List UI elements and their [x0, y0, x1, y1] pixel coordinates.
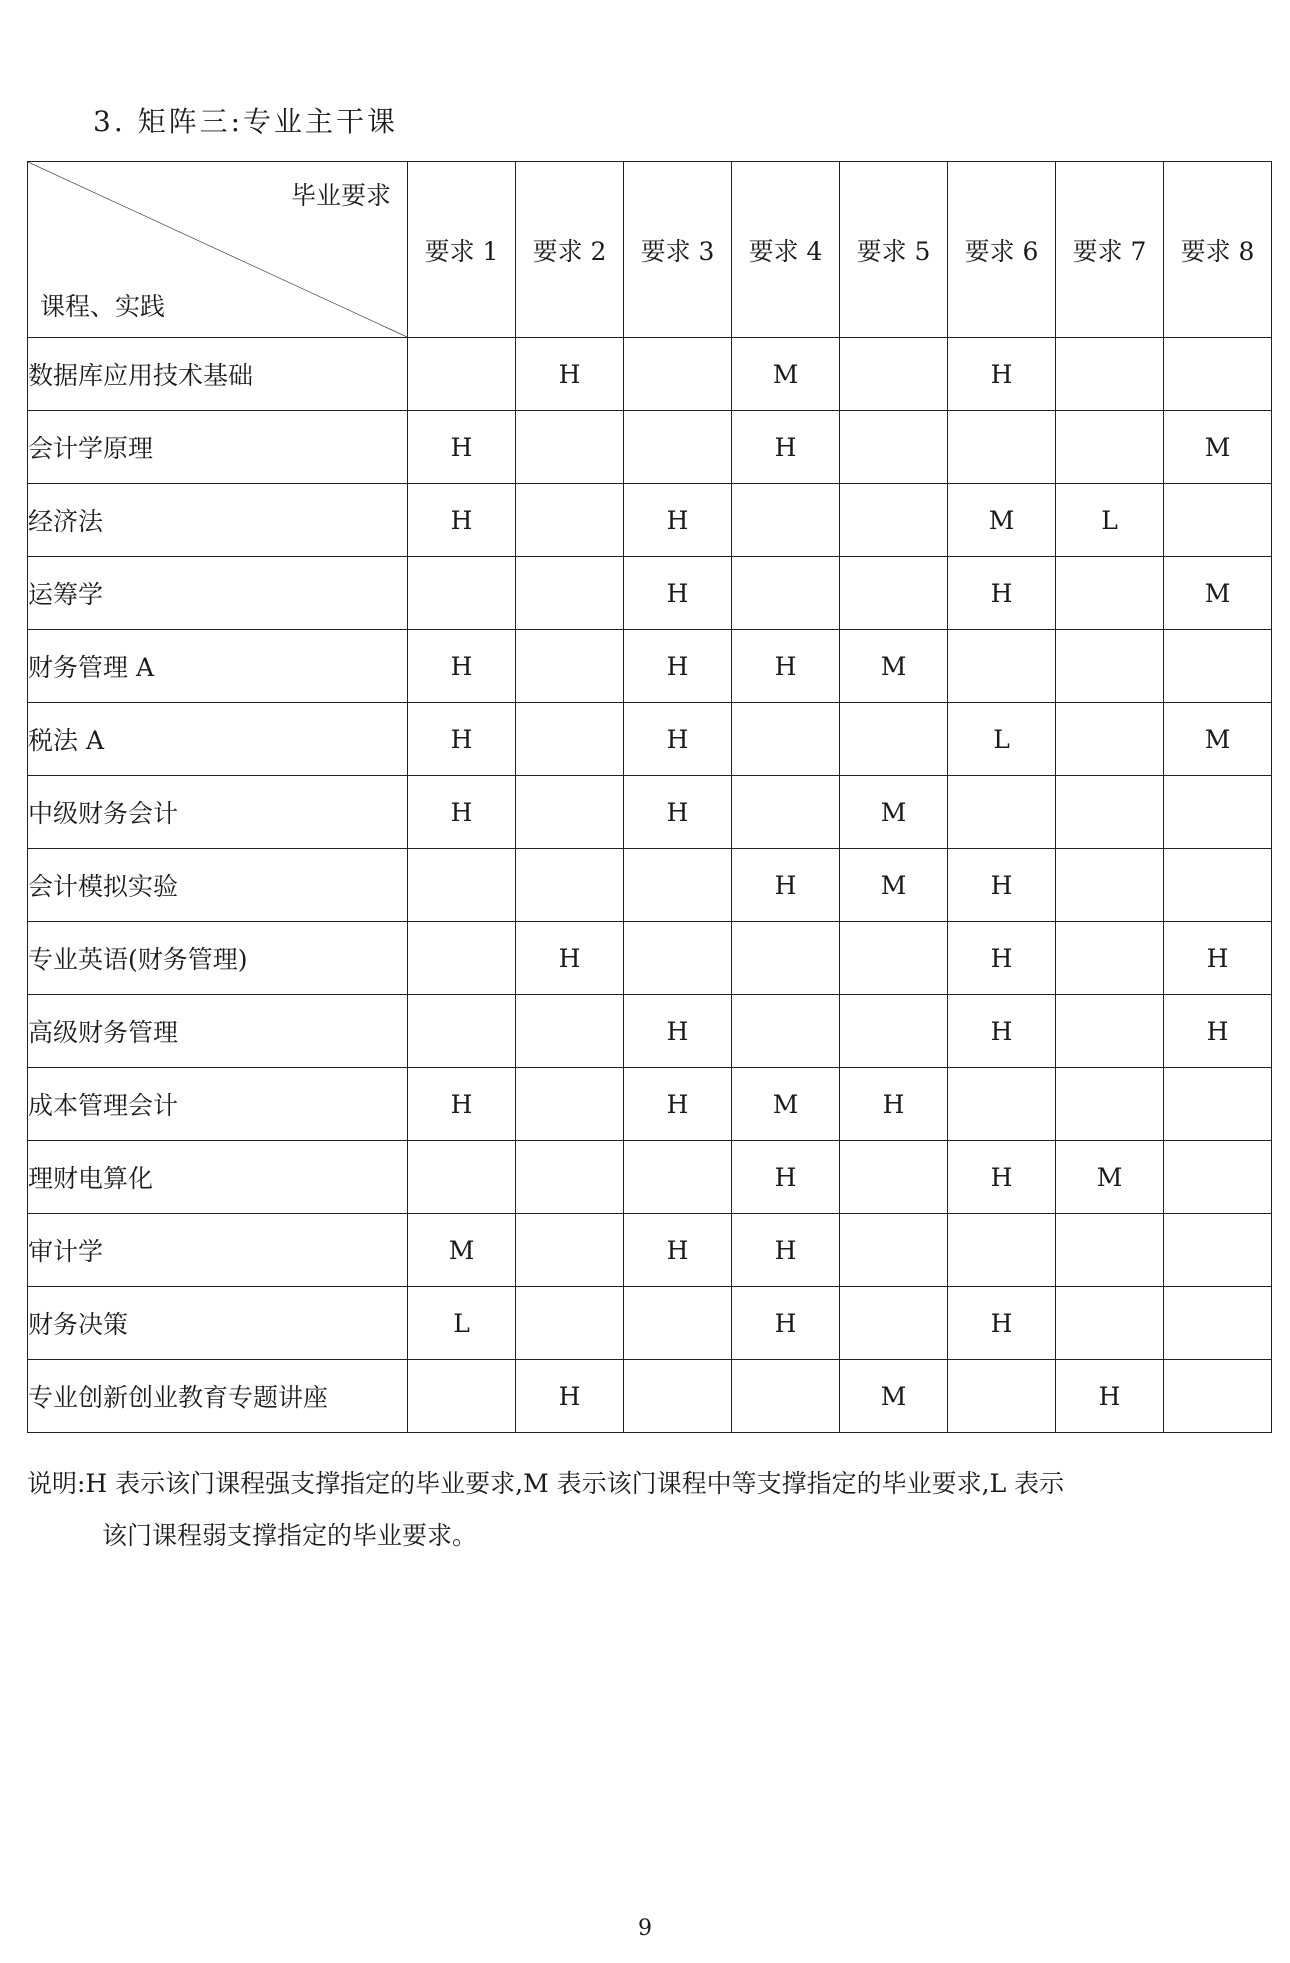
support-level-cell [840, 411, 948, 484]
support-level-cell [624, 411, 732, 484]
support-level-cell [1056, 630, 1164, 703]
support-level-cell [1056, 922, 1164, 995]
support-level-cell: M [1164, 411, 1272, 484]
support-level-cell [408, 1141, 516, 1214]
course-name-cell: 高级财务管理 [28, 995, 408, 1068]
column-header-requirement-8: 要求 8 [1164, 162, 1272, 338]
support-level-cell: L [1056, 484, 1164, 557]
table-row [28, 922, 1272, 995]
support-level-cell: M [840, 1360, 948, 1433]
support-level-cell [1056, 557, 1164, 630]
support-level-cell [624, 1360, 732, 1433]
support-level-cell [948, 1214, 1056, 1287]
support-level-cell: H [732, 1141, 840, 1214]
table-row [28, 703, 1272, 776]
support-level-cell [840, 484, 948, 557]
course-name-cell: 中级财务会计 [28, 776, 408, 849]
support-level-cell [516, 1141, 624, 1214]
corner-label-courses: 课程、实践 [40, 292, 166, 321]
support-level-cell [624, 922, 732, 995]
support-matrix-table [27, 161, 1272, 1433]
column-header-requirement-1: 要求 1 [408, 162, 516, 338]
course-name-cell: 运筹学 [28, 557, 408, 630]
course-name-cell: 成本管理会计 [28, 1068, 408, 1141]
column-header-requirement-7: 要求 7 [1056, 162, 1164, 338]
table-row [28, 995, 1272, 1068]
support-level-cell: H [408, 484, 516, 557]
course-name-cell: 财务决策 [28, 1287, 408, 1360]
course-name-cell: 会计学原理 [28, 411, 408, 484]
corner-label-requirements: 毕业要求 [290, 181, 391, 210]
support-level-cell [948, 776, 1056, 849]
support-level-cell: H [732, 1214, 840, 1287]
support-level-cell [1056, 1214, 1164, 1287]
support-level-cell [1056, 1287, 1164, 1360]
column-header-requirement-3: 要求 3 [624, 162, 732, 338]
support-level-cell [624, 338, 732, 411]
support-level-cell [732, 776, 840, 849]
support-level-cell [516, 776, 624, 849]
support-level-cell: H [516, 338, 624, 411]
section-title: 3. 矩阵三:专业主干课 [93, 105, 399, 138]
support-level-cell: L [408, 1287, 516, 1360]
support-level-cell: M [840, 849, 948, 922]
column-header-requirement-6: 要求 6 [948, 162, 1056, 338]
support-level-cell: H [624, 630, 732, 703]
support-level-cell [1164, 338, 1272, 411]
support-level-cell: H [624, 557, 732, 630]
table-row [28, 1214, 1272, 1287]
course-name-cell: 财务管理 A [28, 630, 408, 703]
support-level-cell: M [1056, 1141, 1164, 1214]
support-level-cell [1056, 338, 1164, 411]
column-header-requirement-2: 要求 2 [516, 162, 624, 338]
support-level-cell: H [624, 703, 732, 776]
support-level-cell: H [1056, 1360, 1164, 1433]
support-level-cell: H [840, 1068, 948, 1141]
support-level-cell [732, 995, 840, 1068]
support-level-cell [1056, 849, 1164, 922]
support-level-cell [840, 1287, 948, 1360]
legend-note-line-2: 该门课程弱支撑指定的毕业要求。 [102, 1521, 478, 1550]
support-level-cell: H [516, 922, 624, 995]
support-level-cell [840, 995, 948, 1068]
support-level-cell [1164, 1141, 1272, 1214]
support-level-cell [1164, 484, 1272, 557]
support-level-cell [408, 557, 516, 630]
support-level-cell [840, 703, 948, 776]
support-level-cell [840, 557, 948, 630]
support-level-cell: M [948, 484, 1056, 557]
course-name-cell: 会计模拟实验 [28, 849, 408, 922]
support-level-cell [624, 849, 732, 922]
support-level-cell [408, 338, 516, 411]
support-level-cell [624, 1141, 732, 1214]
support-level-cell: H [732, 1287, 840, 1360]
legend-note [27, 1458, 1277, 1562]
support-level-cell: H [948, 849, 1056, 922]
support-level-cell: M [1164, 703, 1272, 776]
support-level-cell [1164, 849, 1272, 922]
matrix-body [28, 338, 1272, 1433]
column-header-requirement-4: 要求 4 [732, 162, 840, 338]
page-number: 9 [638, 1916, 652, 1941]
table-row [28, 1360, 1272, 1433]
support-level-cell [1056, 1068, 1164, 1141]
support-level-cell: H [1164, 995, 1272, 1068]
support-level-cell [732, 1360, 840, 1433]
support-level-cell [516, 411, 624, 484]
support-level-cell [408, 1360, 516, 1433]
support-level-cell: H [408, 1068, 516, 1141]
support-level-cell [516, 1068, 624, 1141]
table-row [28, 630, 1272, 703]
support-level-cell: H [732, 630, 840, 703]
table-row [28, 484, 1272, 557]
support-level-cell [516, 630, 624, 703]
support-level-cell [732, 922, 840, 995]
support-level-cell [1164, 1287, 1272, 1360]
support-level-cell [732, 484, 840, 557]
support-level-cell: H [408, 703, 516, 776]
course-name-cell: 理财电算化 [28, 1141, 408, 1214]
support-level-cell [516, 849, 624, 922]
support-level-cell [948, 1360, 1056, 1433]
support-level-cell: L [948, 703, 1056, 776]
support-level-cell [516, 557, 624, 630]
course-name-cell: 专业创新创业教育专题讲座 [28, 1360, 408, 1433]
support-level-cell: M [840, 776, 948, 849]
course-name-cell: 审计学 [28, 1214, 408, 1287]
support-level-cell [840, 922, 948, 995]
diagonal-header-cell [28, 162, 408, 338]
support-level-cell [408, 849, 516, 922]
support-level-cell [1056, 411, 1164, 484]
table-row [28, 411, 1272, 484]
course-name-cell: 税法 A [28, 703, 408, 776]
support-level-cell [840, 338, 948, 411]
support-level-cell [732, 703, 840, 776]
course-name-cell: 数据库应用技术基础 [28, 338, 408, 411]
support-level-cell [948, 630, 1056, 703]
support-level-cell: H [732, 411, 840, 484]
support-level-cell [1056, 776, 1164, 849]
support-level-cell: H [948, 557, 1056, 630]
support-level-cell [840, 1214, 948, 1287]
support-level-cell: H [408, 411, 516, 484]
support-level-cell: H [948, 1287, 1056, 1360]
support-level-cell: M [840, 630, 948, 703]
support-level-cell: H [948, 338, 1056, 411]
support-level-cell [1056, 995, 1164, 1068]
support-level-cell [1164, 1360, 1272, 1433]
support-level-cell [1164, 1214, 1272, 1287]
table-row [28, 338, 1272, 411]
support-level-cell: H [408, 630, 516, 703]
table-row [28, 776, 1272, 849]
support-level-cell: H [624, 1068, 732, 1141]
support-level-cell: M [732, 1068, 840, 1141]
support-level-cell [948, 411, 1056, 484]
support-level-cell [516, 995, 624, 1068]
support-level-cell: M [408, 1214, 516, 1287]
support-level-cell [732, 557, 840, 630]
support-level-cell: M [732, 338, 840, 411]
support-level-cell: H [624, 1214, 732, 1287]
support-level-cell: H [624, 995, 732, 1068]
table-row [28, 1287, 1272, 1360]
table-row [28, 1141, 1272, 1214]
support-level-cell: H [516, 1360, 624, 1433]
support-level-cell [840, 1141, 948, 1214]
support-level-cell [624, 1287, 732, 1360]
support-level-cell [1164, 776, 1272, 849]
table-row [28, 849, 1272, 922]
support-level-cell [1164, 630, 1272, 703]
support-level-cell: H [624, 484, 732, 557]
support-level-cell: H [624, 776, 732, 849]
support-level-cell [1056, 703, 1164, 776]
support-level-cell [516, 1287, 624, 1360]
course-name-cell: 专业英语(财务管理) [28, 922, 408, 995]
support-level-cell: H [948, 1141, 1056, 1214]
support-level-cell: H [732, 849, 840, 922]
table-row [28, 1068, 1272, 1141]
support-level-cell [516, 703, 624, 776]
legend-note-line-1: 说明:H 表示该门课程强支撑指定的毕业要求,M 表示该门课程中等支撑指定的毕业要求,L 表示 [27, 1469, 1065, 1498]
table-row [28, 557, 1272, 630]
support-level-cell [948, 1068, 1056, 1141]
course-name-cell: 经济法 [28, 484, 408, 557]
support-level-cell [1164, 1068, 1272, 1141]
support-level-cell: H [1164, 922, 1272, 995]
support-level-cell: H [948, 922, 1056, 995]
support-level-cell [408, 995, 516, 1068]
support-level-cell [516, 484, 624, 557]
support-level-cell: H [948, 995, 1056, 1068]
column-header-requirement-5: 要求 5 [840, 162, 948, 338]
support-level-cell: H [408, 776, 516, 849]
support-level-cell [516, 1214, 624, 1287]
support-level-cell: M [1164, 557, 1272, 630]
header-row [28, 162, 1272, 338]
support-level-cell [408, 922, 516, 995]
